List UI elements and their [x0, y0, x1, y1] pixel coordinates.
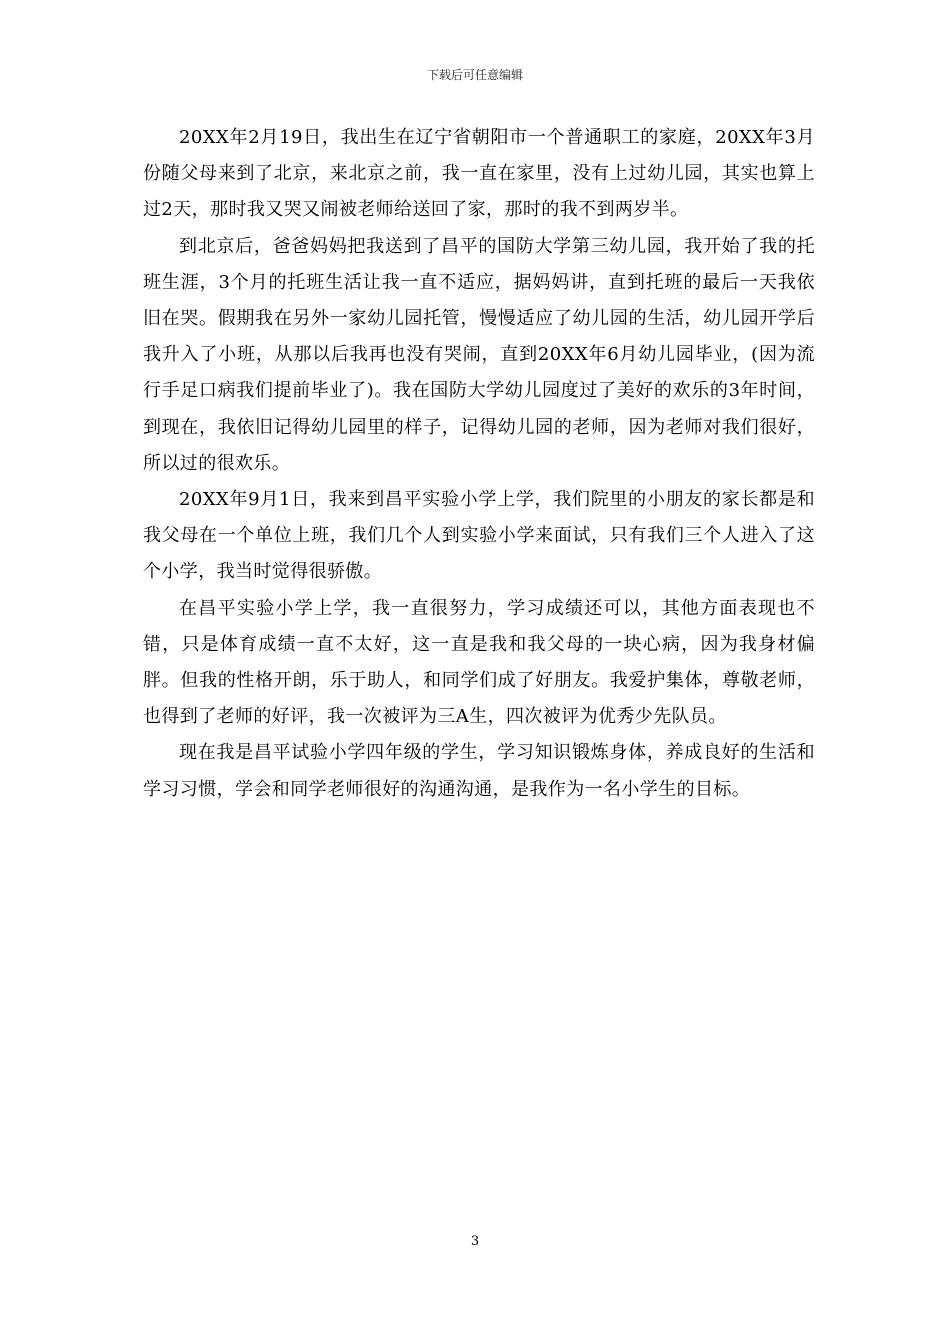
- paragraph-kindergarten: 到北京后，爸爸妈妈把我送到了昌平的国防大学第三幼儿园，我开始了我的托班生涯，3个月的托班生活让我一直不适应，据妈妈讲，直到托班的最后一天我依旧在哭。假期我在另外一家幼儿园托管，慢慢适应了幼儿园的生活，幼儿园开学后我升入了小班，从那以后我再也没有哭闹，直到20XX年6月幼儿园毕业，(因为流行手足口病我们提前毕业了)。我在国防大学幼儿园度过了美好的欢乐的3年时间，到现在，我依旧记得幼儿园里的样子，记得幼儿园的老师，因为老师对我们很好，所以过的很欢乐。: [143, 235, 815, 474]
- page-header: 下载后可任意编辑: [426, 68, 523, 82]
- page-number: 3: [470, 1234, 480, 1249]
- paragraph-current-goal: 现在我是昌平试验小学四年级的学生，学习知识锻炼身体，养成良好的生活和学习习惯，学会和同学老师很好的沟通沟通，是我作为一名小学生的目标。: [143, 742, 815, 800]
- paragraph-primary-school-entry: 20XX年9月1日，我来到昌平实验小学上学，我们院里的小朋友的家长都是和我父母在一个单位上班，我们几个人到实验小学来面试，只有我们三个人进入了这个小学，我当时觉得很骄傲。: [143, 489, 815, 583]
- paragraph-birth: 20XX年2月19日，我出生在辽宁省朝阳市一个普通职工的家庭，20XX年3月份随父母来到了北京，来北京之前，我一直在家里，没有上过幼儿园，其实也算上过2天，那时我又哭又闹被老师给送回了家，那时的我不到两岁半。: [143, 127, 815, 221]
- paragraph-school-life: 在昌平实验小学上学，我一直很努力，学习成绩还可以，其他方面表现也不错，只是体育成绩一直不太好，这一直是我和我父母的一块心病，因为我身材偏胖。但我的性格开朗，乐于助人，和同学们成了好朋友。我爱护集体，尊敬老师，也得到了老师的好评，我一次被评为三A生，四次被评为优秀少先队员。: [143, 597, 815, 728]
- document-body: [143, 120, 815, 808]
